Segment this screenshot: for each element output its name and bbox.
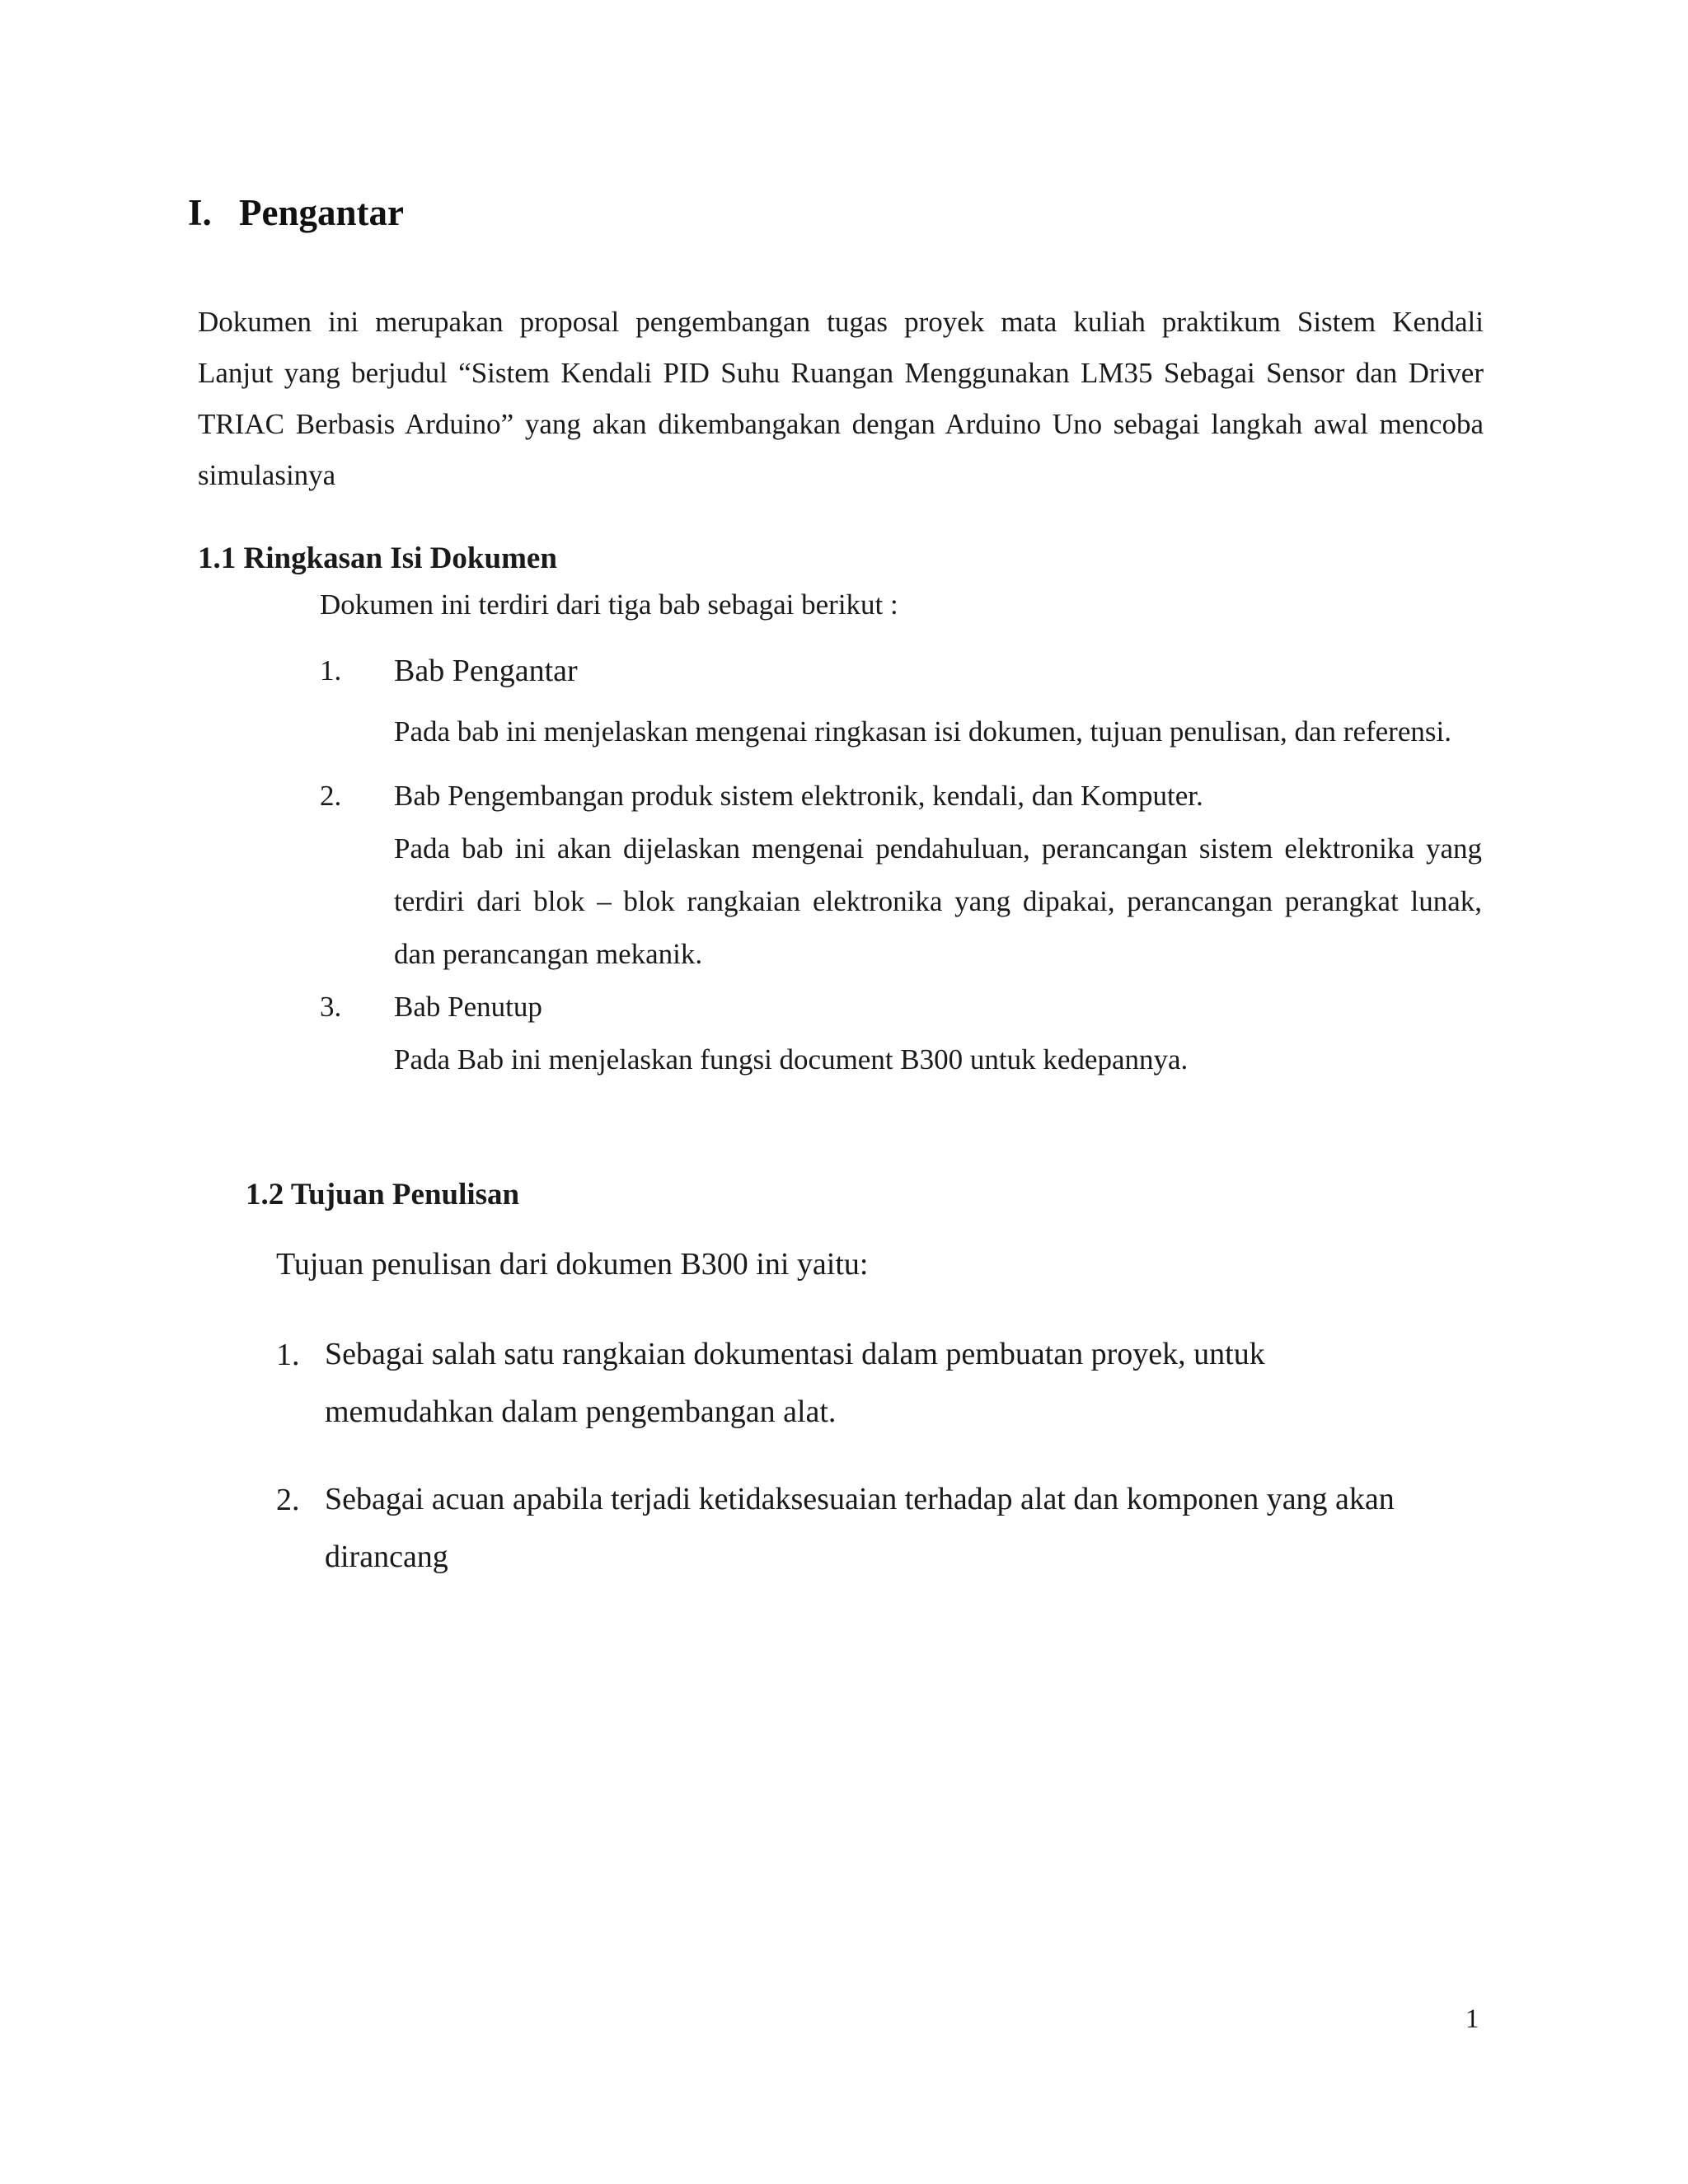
description-line: Pada bab ini menjelaskan mengenai ringkasan isi dokumen, tujuan penulisan, dan referensi.: [394, 715, 1451, 748]
section-1-2-heading: 1.2 Tujuan Penulisan: [246, 1178, 520, 1212]
list-item-description: [394, 1033, 1482, 1086]
chapter-number: I.: [188, 192, 212, 233]
list-item-description: [394, 823, 1482, 981]
goal-item-number: 2.: [276, 1483, 300, 1517]
list-item-number: 1.: [320, 654, 342, 687]
description-line: terdiri dari blok – blok rangkaian elektronika yang dipakai, perancangan perangkat lunak,: [394, 885, 1482, 917]
list-item-title: Bab Pengantar: [394, 654, 578, 688]
section-1-1-heading: 1.1 Ringkasan Isi Dokumen: [198, 541, 557, 575]
chapter-title: Pengantar: [239, 192, 404, 233]
page-number: 1: [1465, 2004, 1479, 2034]
chapter-heading: [188, 191, 404, 234]
goal-line: Sebagai salah satu rangkaian dokumentasi dalam pembuatan proyek, untuk: [325, 1337, 1265, 1371]
list-item-description: [394, 705, 1482, 758]
intro-line: TRIAC Berbasis Arduino” yang akan dikembangakan dengan Arduino Uno sebagai langkah awal mencoba: [198, 408, 1484, 440]
intro-paragraph: [198, 297, 1484, 501]
section-1-1-intro: Dokumen ini terdiri dari tiga bab sebagai berikut :: [320, 588, 898, 621]
intro-line: Lanjut yang berjudul “Sistem Kendali PID Suhu Ruangan Menggunakan LM35 Sebagai Sensor dan Driver: [198, 357, 1484, 389]
goal-line: Sebagai acuan apabila terjadi ketidaksesuaian terhadap alat dan komponen yang akan: [325, 1482, 1395, 1516]
description-line: Pada bab ini akan dijelaskan mengenai pendahuluan, perancangan sistem elektronika yang: [394, 832, 1482, 865]
description-line: Pada Bab ini menjelaskan fungsi document B300 untuk kedepannya.: [394, 1043, 1189, 1076]
description-line: dan perancangan mekanik.: [394, 938, 703, 970]
goal-item-text: [325, 1325, 1462, 1441]
list-item-number: 2.: [320, 780, 342, 812]
goal-item-number: 1.: [276, 1338, 300, 1372]
list-item-title: Bab Pengembangan produk sistem elektronik, kendali, dan Komputer.: [394, 780, 1203, 812]
intro-line: Dokumen ini merupakan proposal pengembangan tugas proyek mata kuliah praktikum Sistem Kendali: [198, 306, 1484, 338]
list-item-title: Bab Penutup: [394, 991, 542, 1023]
list-item-number: 3.: [320, 991, 342, 1023]
section-1-2-intro: Tujuan penulisan dari dokumen B300 ini yaitu:: [276, 1247, 869, 1282]
goal-line: dirancang: [325, 1540, 448, 1574]
goal-line: memudahkan dalam pengembangan alat.: [325, 1394, 837, 1429]
intro-line: simulasinya: [198, 459, 336, 491]
goal-item-text: [325, 1470, 1462, 1586]
